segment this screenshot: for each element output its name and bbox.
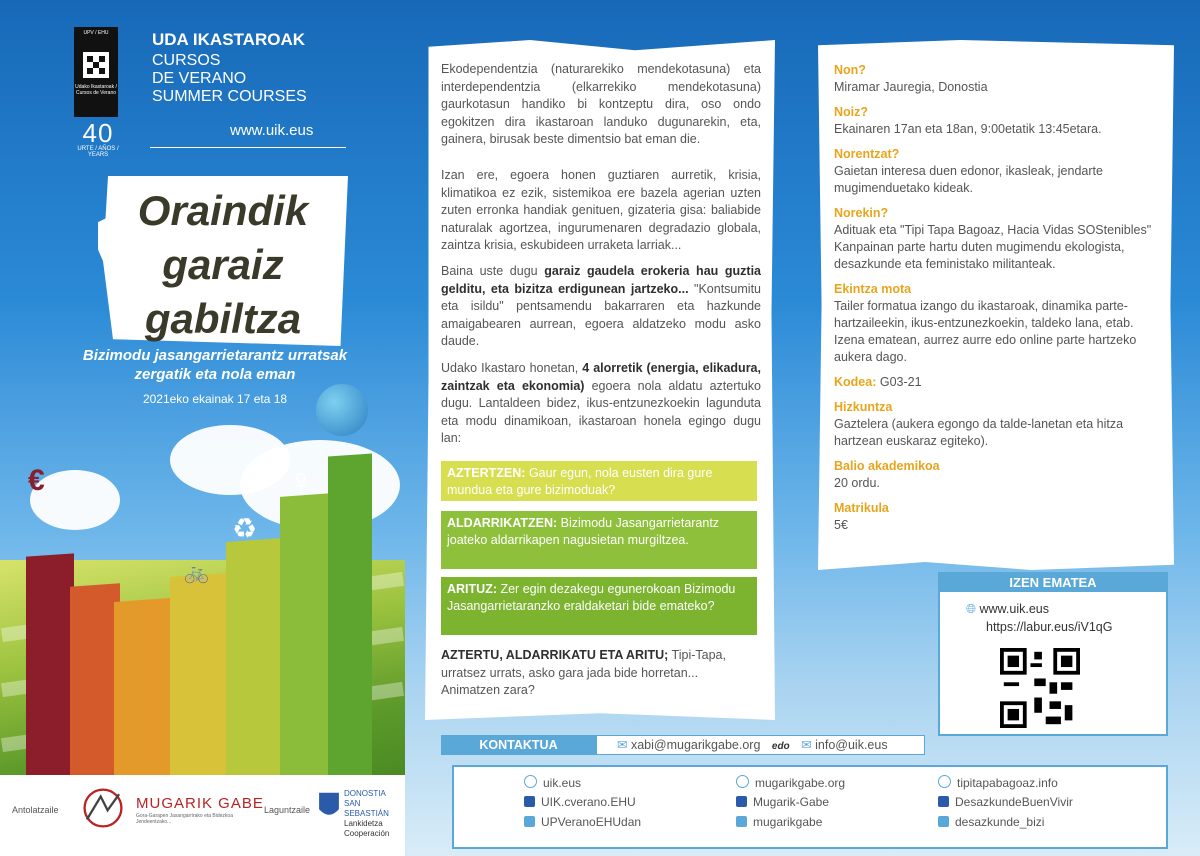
contact-values [596, 735, 925, 755]
bar-planet [328, 453, 372, 786]
mail-icon: ✉ [617, 738, 628, 752]
mugarik-gabe-sub: Gora-Garapen Jasangarrirako eta Bidezkoa Jendeentzako... [136, 813, 233, 825]
contact-edo: edo [771, 741, 790, 752]
bar-economy [26, 553, 74, 786]
method-bold: 4 alorretik (energia, elikadura, zaintzak eta ekonomia) [441, 361, 761, 393]
anniversary-badge [72, 120, 124, 158]
de-verano: DE VERANO [152, 70, 247, 87]
summer-courses: SUMMER COURSES [152, 88, 307, 105]
earth-icon [316, 384, 368, 436]
globe-icon: 🌐︎ [966, 602, 977, 616]
link-text: mugarikgabe [753, 815, 823, 829]
donostia-name [344, 789, 405, 839]
aztertzen-text: Gaur egun, nola eusten dira gure mundua eta gure bizimoduak? [447, 466, 713, 497]
closing-bold: AZTERTU, ALDARRIKATU ETA ARITU; [441, 648, 669, 662]
proposal-bold: garaiz gaudela erokeria hau guztia gelditu, eta bizitza erdigunean jartzeko... [441, 264, 761, 296]
aldarrikatzen-heading: ALDARRIKATZEN: [447, 516, 558, 530]
aztertzen-heading: AZTERTZEN: [447, 466, 526, 480]
facebook-icon [524, 796, 535, 807]
globe-icon [938, 775, 951, 788]
subtitle-line-2: zergatik eta nola eman [134, 366, 296, 383]
bar-food [114, 598, 170, 787]
mugarik-gabe-logo-icon [80, 785, 126, 831]
cursos: CURSOS [152, 52, 221, 69]
closing-text: Tipi-Tapa, urratsez urrats, asko gara jada bide horretan... Animatzen zara? [441, 648, 726, 698]
links-box [452, 765, 1168, 849]
method-paragraph [441, 360, 761, 448]
link-text: UPVeranoEHUdan [541, 815, 642, 829]
link-desazkunde-facebook[interactable] [938, 795, 1073, 809]
arituz-heading: ARITUZ: [447, 582, 497, 596]
norentzat-value: Gaietan interesa duen edonor, ikasleak, jendarte mugimenduetako kideak. [834, 164, 1103, 195]
link-uik-web[interactable] [524, 775, 581, 790]
mugarik-gabe-name: MUGARIK GABE [136, 795, 264, 812]
main-title [98, 184, 348, 346]
mail-icon: ✉ [801, 738, 812, 752]
matrikula-value: 5€ [834, 518, 848, 532]
arituz-text: Zer egin dezakegu egunerokoan Bizimodu Jasangarrietaranzko eraldaketari bide emateko? [447, 582, 736, 613]
ekintza-value: Tailer formatua izango du ikastaroak, dinamika parte-hartzaileekin, ikus-entzunezkoekin, taldeko lana, etab. Izena ematean, aurrez aurre edo online parte hartzeko aukera dago. [834, 299, 1137, 364]
hizkuntza-heading: Hizkuntza [834, 400, 893, 414]
contact-bar [441, 735, 925, 755]
bar-mobility [170, 573, 228, 787]
link-desazkunde-twitter[interactable] [938, 815, 1044, 829]
bicycle-icon: 🚲 [184, 562, 209, 584]
norentzat-heading: Norentzat? [834, 147, 900, 161]
bar-recycling [226, 538, 282, 787]
link-mugarik-web[interactable] [736, 775, 845, 790]
method-text-a: Udako Ikastaro honetan, [441, 361, 583, 375]
registration-url-1[interactable] [966, 602, 1049, 617]
balio-heading: Balio akademikoa [834, 459, 940, 473]
registration-header: IZEN EMATEA [940, 574, 1166, 592]
sponsors-band [0, 775, 405, 856]
anniversary-number: 40 [82, 118, 114, 148]
link-text: UIK.cverano.EHU [541, 795, 636, 809]
proposal-text-c: "Kontsumitu eta isildu" pentsamendu bakarraren eta hazkunde amaigabearen aurrean, egoera aldatzeko modu asko daude. [441, 281, 761, 349]
method-text-c: egoera nola aldatu aztertuko dugu. Lantaldeen bidez, ikus-entzunezkoekin lagunduta eta modu dinamikoan, ikastaroan honela egingo dugu lan: [441, 378, 762, 446]
website-link[interactable]: www.uik.eus [230, 122, 314, 139]
contact-email-1[interactable]: xabi@mugarikgabe.org [630, 738, 761, 752]
laguntzaile-label: Laguntzaile [264, 805, 311, 815]
ehu-tree-icon [81, 50, 111, 80]
proposal-text-a: Baina uste dugu [441, 264, 545, 278]
donostia-line-2: SAN SEBASTIÁN [344, 799, 389, 818]
ekintza-heading: Ekintza mota [834, 282, 912, 296]
link-uik-facebook[interactable] [524, 795, 636, 809]
proposal-paragraph [441, 263, 761, 351]
course-date: 2021eko ekainak 17 eta 18 [142, 392, 288, 406]
link-text: uik.eus [543, 776, 582, 790]
aldarrikatzen-box [441, 511, 757, 569]
non-heading: Non? [834, 63, 866, 77]
course-names [152, 52, 307, 106]
link-text: Mugarik-Gabe [753, 795, 830, 809]
twitter-icon [524, 816, 535, 827]
upv-ehu-logo: UPV / EHU Udako Ikastaroak / Cursos de Verano [74, 27, 118, 117]
registration-url-2[interactable]: https://labur.eus/iV1qG [986, 620, 1113, 634]
link-uik-twitter[interactable] [524, 815, 641, 829]
aldarrikatzen-text: Bizimodu Jasangarrietarantz joateko aldarrikapen nagusietan murgiltzea. [447, 516, 720, 547]
contact-label: KONTAKTUA [441, 735, 596, 755]
facebook-icon [736, 796, 747, 807]
link-mugarik-facebook[interactable] [736, 795, 829, 809]
noiz-value: Ekainaren 17an eta 18an, 9:00etatik 13:45etara. [834, 122, 1102, 136]
contact-email-2[interactable]: info@uik.eus [815, 738, 888, 752]
female-symbol-icon: ♀ [288, 462, 314, 500]
balio-value: 20 ordu. [834, 476, 880, 490]
link-text: tipitapabagoaz.info [957, 776, 1058, 790]
bars-illustration [0, 420, 405, 775]
qr-code[interactable] [1000, 648, 1080, 728]
link-text: mugarikgabe.org [755, 776, 846, 790]
kodea-value: G03-21 [876, 375, 922, 389]
subtitle-line-1: Bizimodu jasangarrietarantz urratsak [82, 347, 348, 364]
cooperacion: Cooperación [344, 829, 390, 838]
twitter-icon [736, 816, 747, 827]
title-line-2: garaiz [162, 241, 284, 288]
bar-care [70, 583, 120, 786]
hizkuntza-value: Gaztelera (aukera egongo da talde-lanetan eta hitza hartzean euskaraz egiteko). [834, 417, 1124, 448]
link-tipitapa-web[interactable] [938, 775, 1058, 790]
anniversary-caption: URTE / AÑOS / YEARS [77, 146, 119, 158]
uda-ikastaroak: UDA IKASTAROAK [152, 30, 305, 49]
donostia-shield-icon [318, 791, 340, 821]
link-mugarik-twitter[interactable] [736, 815, 822, 829]
bar-gender [280, 493, 332, 787]
lankidetza: Lankidetza [344, 819, 383, 828]
title-line-1: Oraindik [137, 187, 309, 234]
subtitle [60, 346, 370, 384]
title-line-3: gabiltza [144, 295, 302, 342]
kodea-heading: Kodea: [834, 375, 877, 389]
twitter-icon [938, 816, 949, 827]
facebook-icon [938, 796, 949, 807]
kodea-row [834, 374, 1154, 391]
non-value: Miramar Jauregia, Donostia [834, 80, 988, 94]
registration-url-1-text: www.uik.eus [979, 602, 1049, 616]
euro-icon: € [28, 464, 45, 497]
closing-paragraph [441, 647, 757, 700]
norekin-heading: Norekin? [834, 206, 889, 220]
matrikula-heading: Matrikula [834, 501, 889, 515]
norekin-value: Adituak eta "Tipi Tapa Bagoaz, Hacia Vidas SOStenibles" Kanpainan parte hartu duten mugimendu ekologista, desazkunde eta feministako militanteak. [834, 223, 1152, 271]
recycle-icon: ♻ [232, 513, 258, 544]
antolatzaile-label: Antolatzaile [12, 805, 59, 815]
globe-icon [524, 775, 537, 788]
donostia-line-1: DONOSTIA [344, 789, 386, 798]
info-list [834, 62, 1154, 534]
aztertzen-box [441, 461, 757, 501]
divider [150, 147, 346, 148]
globe-icon [736, 775, 749, 788]
link-text: DesazkundeBuenVivir [955, 795, 1073, 809]
arituz-box [441, 577, 757, 635]
intro-paragraph: Ekodependentzia (naturarekiko mendekotasuna) eta interdependentzia (elkarrekiko mendekotasuna) gaurkotasun handiko bi kontzeptu dira, oso ondo egokitzen dira ikastaroan landuko dugunarekin, eta, gainera, birusak beste dimentsio bat eman die. [441, 62, 761, 147]
context-paragraph: Izan ere, egoera honen guztiaren aurretik, krisia, klimatikoa ez ezik, sistemikoa ere bazela agerian uzten zuten erronka handiak genituen, gizateria gisa: baliabide naturalak agortzea, ingurumenaren degradazio globala, zaintza krisia, eskubideen urraketa larriak... [441, 168, 761, 253]
link-text: desazkunde_bizi [955, 815, 1045, 829]
noiz-heading: Noiz? [834, 105, 869, 119]
registration-box [938, 572, 1168, 736]
